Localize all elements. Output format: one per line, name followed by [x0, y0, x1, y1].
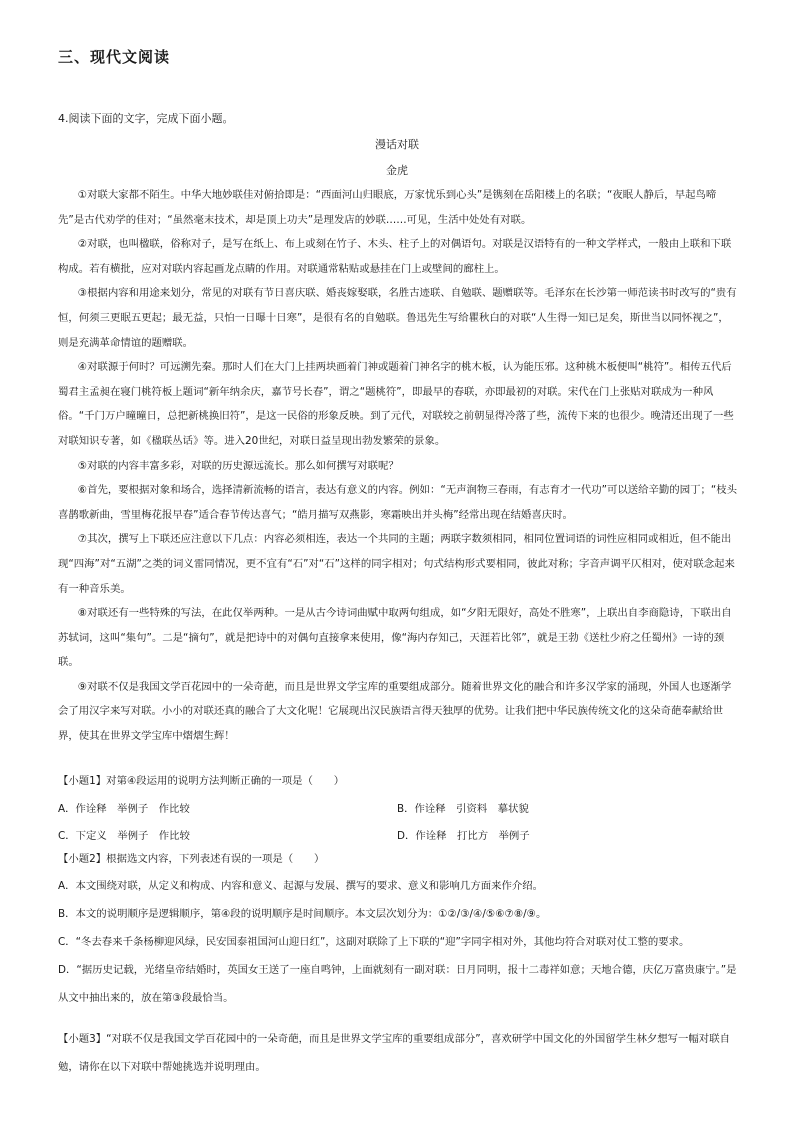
q1-stem: 【小题1】对第④段运用的说明方法判断正确的一项是（ ）: [58, 775, 345, 787]
q1-option-a[interactable]: A．作诠释 举例子 作比较: [58, 803, 190, 815]
q2-option-b[interactable]: B．本文的说明顺序是逻辑顺序，第④段的说明顺序是时间顺序。本文层次划分为：①②/③/④/⑤⑥⑦⑧/⑨。: [58, 908, 547, 920]
paragraph-3: ③根据内容和用途来划分，常见的对联有节日喜庆联、婚丧嫁娶联，名胜古迹联、自勉联、题赠联等。毛泽东在长沙第一师范读书时改写的“贵有恒，何须三更眠五更起；最无益，只怕一日曝十日寒”，是很有名的自勉联。鲁迅先生写给瞿秋白的对联“人生得一知已足矣，斯世当以同怀视之”，则是充满革命情谊的题赠联。: [58, 287, 737, 349]
paragraph-6: ⑥首先，要根据对象和场合，选择清新流畅的语言，表达有意义的内容。例如：“无声润物三春雨，有志育才一代功”可以送给辛勤的园丁；“枝头喜鹊歌新曲，雪里梅花报早春”适合春节传达喜气；“皓月描写双燕影，寒霜映出并头梅”经常出现在结婚喜庆时。: [58, 484, 738, 521]
paragraph-1: ①对联大家都不陌生。中华大地妙联佳对俯拾即是：“西面河山归眼底，万家忧乐到心头”是镌刻在岳阳楼上的名联；“夜眠人静后，早起鸟啼先”是古代劝学的佳对；“虽然毫末技术，却是顶上功夫”是理发店的妙联……可见，生活中处处有对联。: [58, 189, 717, 226]
article-author: 金虎: [386, 164, 408, 177]
question-intro: 4.阅读下面的文字，完成下面小题。: [58, 112, 234, 125]
paragraph-4: ④对联源于何时？可远溯先秦。那时人们在大门上挂两块画着门神或题着门神名字的桃木板，认为能压邪。这种桃木板便叫“桃符”。相传五代后蜀君主孟昶在寝门桃符板上题词“新年纳余庆，嘉节号长春”，谓之“题桃符”，即最早的春联，亦即最初的对联。宋代在门上张贴对联成为一种风俗。“千门万户曈曈日，总把新桃换旧符”，是这一民俗的形象反映。到了元代，对联较之前朝显得冷落了些，流传下来的也很少。晚清还出现了一些对联知识专著，如《楹联丛话》等。进入20世纪，对联日益呈现出勃发繁荣的景象。: [58, 361, 734, 447]
paragraph-2: ②对联，也叫楹联，俗称对子，是写在纸上、布上或刻在竹子、木头、柱子上的对偶语句。对联是汉语特有的一种文学样式，一般由上联和下联构成。若有横批，应对对联内容起画龙点睛的作用。对联通常粘贴或悬挂在门上或壁间的廊柱上。: [58, 238, 732, 275]
article-title: 漫话对联: [375, 138, 419, 151]
paragraph-8: ⑧对联还有一些特殊的写法，在此仅举两种。一是从古今诗词曲赋中取两句组成，如“夕阳无限好，高处不胜寒”，上联出自李商隐诗，下联出自苏轼词，这叫“集句”。二是“摘句”，就是把诗中的对偶句直接拿来使用，像“海内存知己，天涯若比邻”，就是王勃《送杜少府之任蜀州》一诗的颈联。: [58, 607, 732, 669]
paragraph-9: ⑨对联不仅是我国文学百花园中的一朵奇葩，而且是世界文学宝库的重要组成部分。随着世界文化的融合和许多汉学家的涌现，外国人也逐渐学会了用汉字来写对联。小小的对联还真的融合了大文化呢！它展现出汉民族语言得天独厚的优势。让我们把中华民族传统文化的这朵奇葩奉献给世界，使其在世界文学宝库中熠熠生辉！: [58, 680, 732, 743]
article-body: [58, 183, 738, 749]
q1-option-d[interactable]: D．作诠释 打比方 举例子: [397, 830, 530, 842]
q2-option-d[interactable]: D．“据历史记载，光绪皇帝结婚时，英国女王送了一座自鸣钟，上面就刻有一副对联：日月同明，报十二毒祥如意；天地合德，庆亿万富贵康宁。”是从文中抽出来的，放在第③段最恰当。: [58, 964, 737, 1004]
q2-options: [58, 872, 738, 1012]
section-title: 三、现代文阅读: [58, 48, 171, 66]
q2-stem: 【小题2】根据选文内容，下列表述有误的一项是（ ）: [58, 853, 325, 865]
q2-option-a[interactable]: A．本文围绕对联，从定义和构成、内容和意义、起源与发展、撰写的要求、意义和影响几方面来作介绍。: [58, 880, 544, 892]
paragraph-5: ⑤对联的内容丰富多彩，对联的历史源远流长。那么如何撰写对联呢？: [77, 459, 399, 472]
q1-option-c[interactable]: C．下定义 举例子 作比较: [58, 830, 190, 842]
q1-option-b[interactable]: B．作诠释 引资料 摹状貌: [397, 803, 529, 815]
q2-option-c[interactable]: C．“冬去春来千条杨柳迎风绿，民安国泰祖国河山迎日红”，这副对联除了上下联的“迎”字同字相对外，其他均符合对联对仗工整的要求。: [58, 936, 690, 948]
paragraph-7: ⑦其次，撰写上下联还应注意以下几点：内容必须相连，表达一个共同的主题；两联字数须相同，相同位置词语的词性应相同或相近，但不能出现“四海”对“五湖”之类的词义雷同情况，更不宜有“石”对“石”这样的同字相对；句式结构形式要相同，彼此对称；字音声调平仄相对，使对联念起来有一种音乐美。: [58, 533, 735, 595]
q3-stem: 【小题3】“对联不仅是我国文学百花园中的一朵奇葩，而且是世界文学宝库的重要组成部分”，喜欢研学中国文化的外国留学生林夕想写一幅对联自勉，请你在以下对联中帮她挑选并说明理由。: [58, 1033, 730, 1073]
